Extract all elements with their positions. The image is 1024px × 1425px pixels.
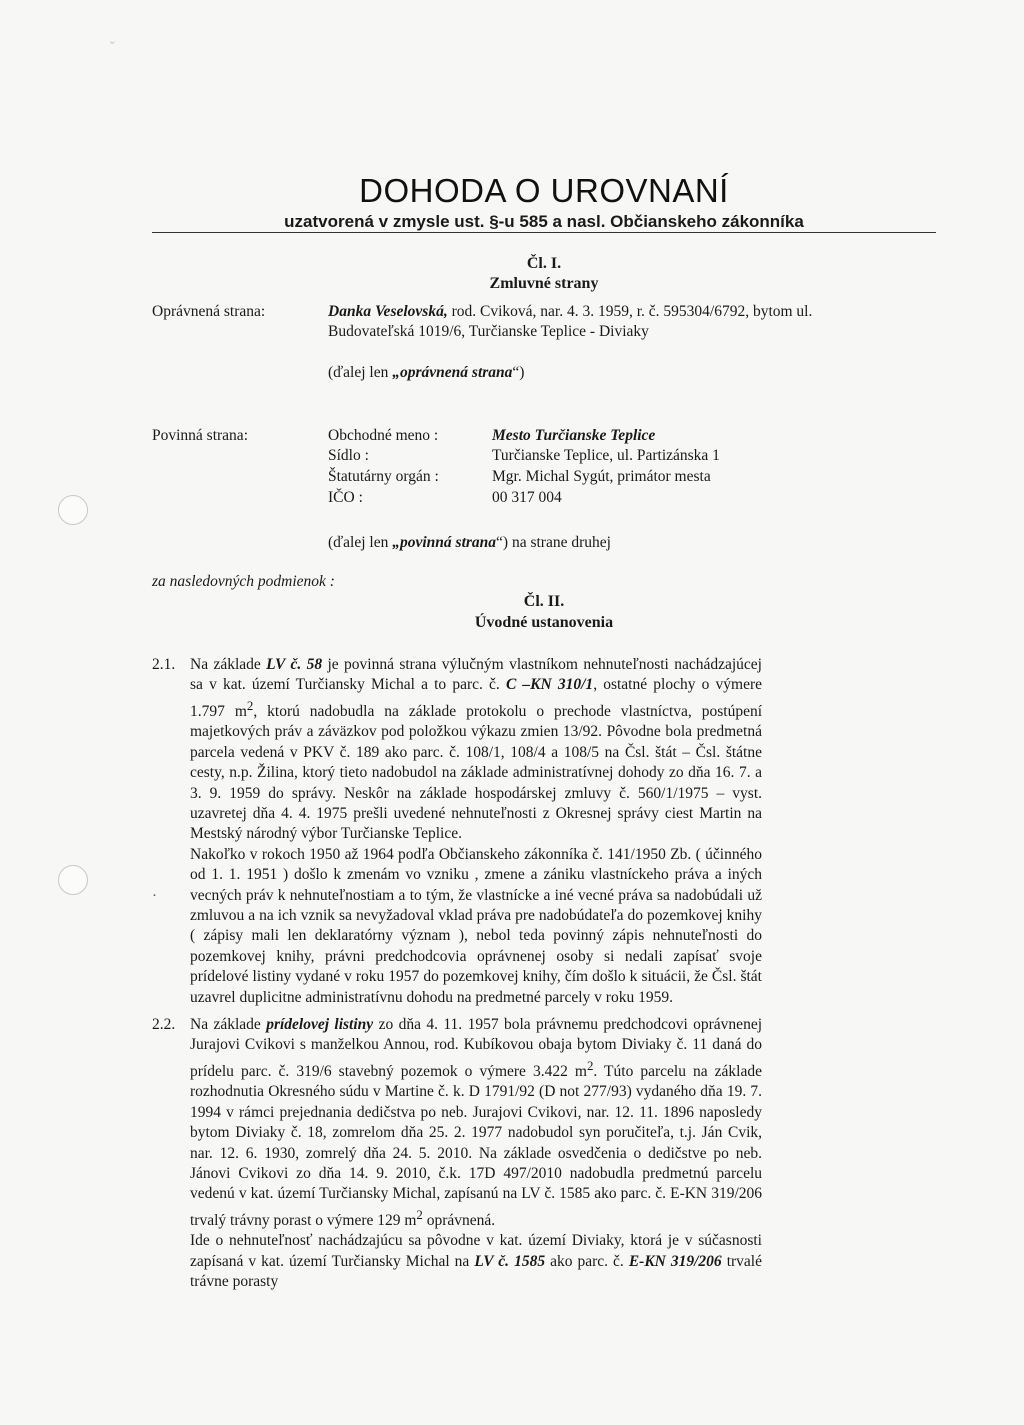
text-run: , ktorú nadobudla na základe protokolu o prechode vlastníctva, postúpení majetkových práv a záväzkov pod položkou výkazu zmien 13/92. Pôvodne bola predmetná parcela vedená v PKV č. 189 ako parc. č. 108/1, 108/4 a 108/5 na Čsl. štát – Čsl. štátne cesty, n.p. Žilina, ktorý tieto nadobudol na základe administratívnej dohody zo dňa 16. 7. a 3. 9. 1959 do správy. Neskôr na základe hospodárskej zmluvy č. 560/1/1975 – vyst. uzavretej dňa 4. 4. 1975 prešli uvedené nehnuteľnosti z Okresnej správy ciest Martin na Mestský národný výbor Turčianske Teplice.: [190, 702, 762, 843]
text-run: oprávnená.: [422, 1211, 496, 1229]
text-run: Na základe: [190, 1016, 267, 1033]
superscript: 2: [586, 1057, 594, 1073]
alias-term: „oprávnená strana: [392, 364, 513, 381]
article-1-number: Čl. I.: [526, 255, 562, 272]
text-run: zo dňa 4. 11. 1957 bola právnemu predchodcovi oprávnenej Jurajovi Cvikovi s manželkou Annou, rod. Kubíkovou obaja bytom Diviaky č. 11 daná do prídelu parc. č. 319/6 stavebný pozemok o výmere 3.422 m: [190, 1016, 763, 1080]
text-run: ako parc. č.: [545, 1252, 629, 1270]
obliged-party-label: Povinná strana:: [152, 427, 248, 444]
field-label: Obchodné meno :: [328, 427, 439, 444]
paragraph: Nakoľko v rokoch 1950 až 1964 podľa Občianskeho zákonníka č. 141/1950 Zb. ( účinného od 1. 1. 1951 ) došlo k zmenám vo vzniku , zmene a zániku vlastníckeho práva a iných vecných práv k nehnuteľnostiam a to tým, že vlastnícke a iné vecné práva sa nadobúdali už zmluvou a na ich vznik sa nevyžadoval vklad práva pre nadobúdateľa do pozemkovej knihy ( zápisy mali len deklaratórny význam ), nebol teda povinný zápis nehnuteľnosti do pozemkovej knihy, právni predchodcovia oprávnenej osoby si nedali zapísať svoje prídelové listiny vydané v roku 1957 do pozemkovej knihy, čím došlo k situácii, že Čsl. štát uzavrel duplicitne administratívnu dohodu na predmetné parcely v roku 1959.: [190, 845, 762, 1006]
article-2-heading: Úvodné ustanovenia: [474, 614, 614, 631]
parcel-reference: C –KN 310/1: [505, 676, 594, 694]
field-label: Sídlo :: [328, 447, 369, 464]
field-label: Štatutárny orgán :: [328, 468, 439, 485]
article-1-heading: Zmluvné strany: [489, 275, 599, 292]
document-header: [152, 172, 936, 234]
section-2-1-body: [190, 655, 762, 1008]
text-run: trvalé trávne porasty: [190, 1252, 762, 1291]
section-number: 2.2.: [152, 1016, 176, 1033]
obliged-party-alias: [328, 533, 611, 553]
punch-hole-icon: [58, 495, 88, 525]
alias-prefix: (ďalej len: [328, 364, 393, 381]
punch-hole-icon: [58, 865, 88, 895]
entitled-party-details-2: Budovateľská 1019/6, Turčianske Teplice - Diviaky: [328, 323, 649, 340]
alias-suffix: “) na strane druhej: [496, 534, 611, 551]
text-run: Ide o nehnuteľnosť nachádzajúcu sa pôvodne v kat. území Diviaky, ktorá je v súčasnosti zapísaná v kat. území Turčiansky Michal na: [190, 1232, 762, 1270]
superscript: 2: [246, 697, 254, 713]
section-2-2-body: [190, 1015, 762, 1293]
field-label: IČO :: [328, 489, 363, 506]
section-number: 2.1.: [152, 656, 176, 673]
paragraph: [190, 655, 762, 845]
superscript: 2: [416, 1206, 423, 1222]
alias-prefix: (ďalej len: [328, 534, 393, 551]
alias-term: „povinná strana: [392, 534, 497, 551]
conditions-label: za nasledovných podmienok :: [152, 573, 335, 590]
entitled-party-line1: [328, 302, 812, 322]
scan-speck-icon: ˇ: [110, 40, 115, 55]
parcel-reference: E-KN 319/206: [628, 1252, 722, 1270]
lv-reference: LV č. 58: [266, 656, 323, 673]
text-run: , ostatné plochy o výmere 1.797 m: [190, 676, 762, 720]
text-run: je povinná strana výlučným vlastníkom nehnuteľnosti nachádzajúcej sa v kat. území Turčiansky Michal a to parc. č.: [190, 656, 762, 694]
paragraph: [190, 1231, 762, 1292]
entitled-party-alias: [328, 363, 524, 383]
scan-speck-icon: ·: [152, 888, 157, 904]
field-value: Mgr. Michal Sygút, primátor mesta: [492, 468, 711, 485]
allotment-reference: prídelovej listiny: [266, 1016, 374, 1033]
header-divider: [152, 232, 936, 233]
entitled-party-label: Oprávnená strana:: [152, 303, 266, 320]
lv-reference: LV č. 1585: [474, 1252, 546, 1270]
document-subtitle: uzatvorená v zmysle ust. §-u 585 a nasl. Občianskeho zákonníka: [284, 212, 804, 231]
alias-suffix: “): [512, 364, 525, 381]
entitled-party-name: Danka Veselovská,: [328, 303, 448, 320]
field-value: Mesto Turčianske Teplice: [492, 427, 656, 444]
document-title: DOHODA O UROVNANÍ: [359, 172, 729, 209]
field-value: 00 317 004: [492, 489, 562, 506]
paragraph: [190, 1015, 762, 1231]
text-run: Na základe: [190, 656, 267, 673]
article-2-number: Čl. II.: [523, 593, 565, 610]
entitled-party-details-1: rod. Cviková, nar. 4. 3. 1959, r. č. 595304/6792, bytom ul.: [447, 303, 813, 320]
field-value: Turčianske Teplice, ul. Partizánska 1: [492, 447, 720, 464]
text-run: . Túto parcelu na základe rozhodnutia Okresného súdu v Martine č. k. D 1791/92 (D not 277/93) vydaného dňa 19. 7. 1994 v rámci prejednania dedičstva po neb. Jurajovi Cvikovi, nar. 12. 11. 1896 naposledy bytom Diviaky č. 18, zomrelom dňa 25. 2. 1977 nadobudol syn poručiteľa, t.j. Ján Cvik, nar. 12. 6. 1930, zomrelý dňa 24. 5. 2010. Na základe osvedčenia o dedičstve po neb. Jánovi Cvikovi zo dňa 14. 9. 2010, č.k. 17D 497/2010 nadobudla predmetnú parcelu vedenú v kat. území Turčiansky Michal, zapísanú na LV č. 1585 ako parc. č. E-KN 319/206 trvalý trávny porast o výmere 129 m: [190, 1062, 762, 1229]
